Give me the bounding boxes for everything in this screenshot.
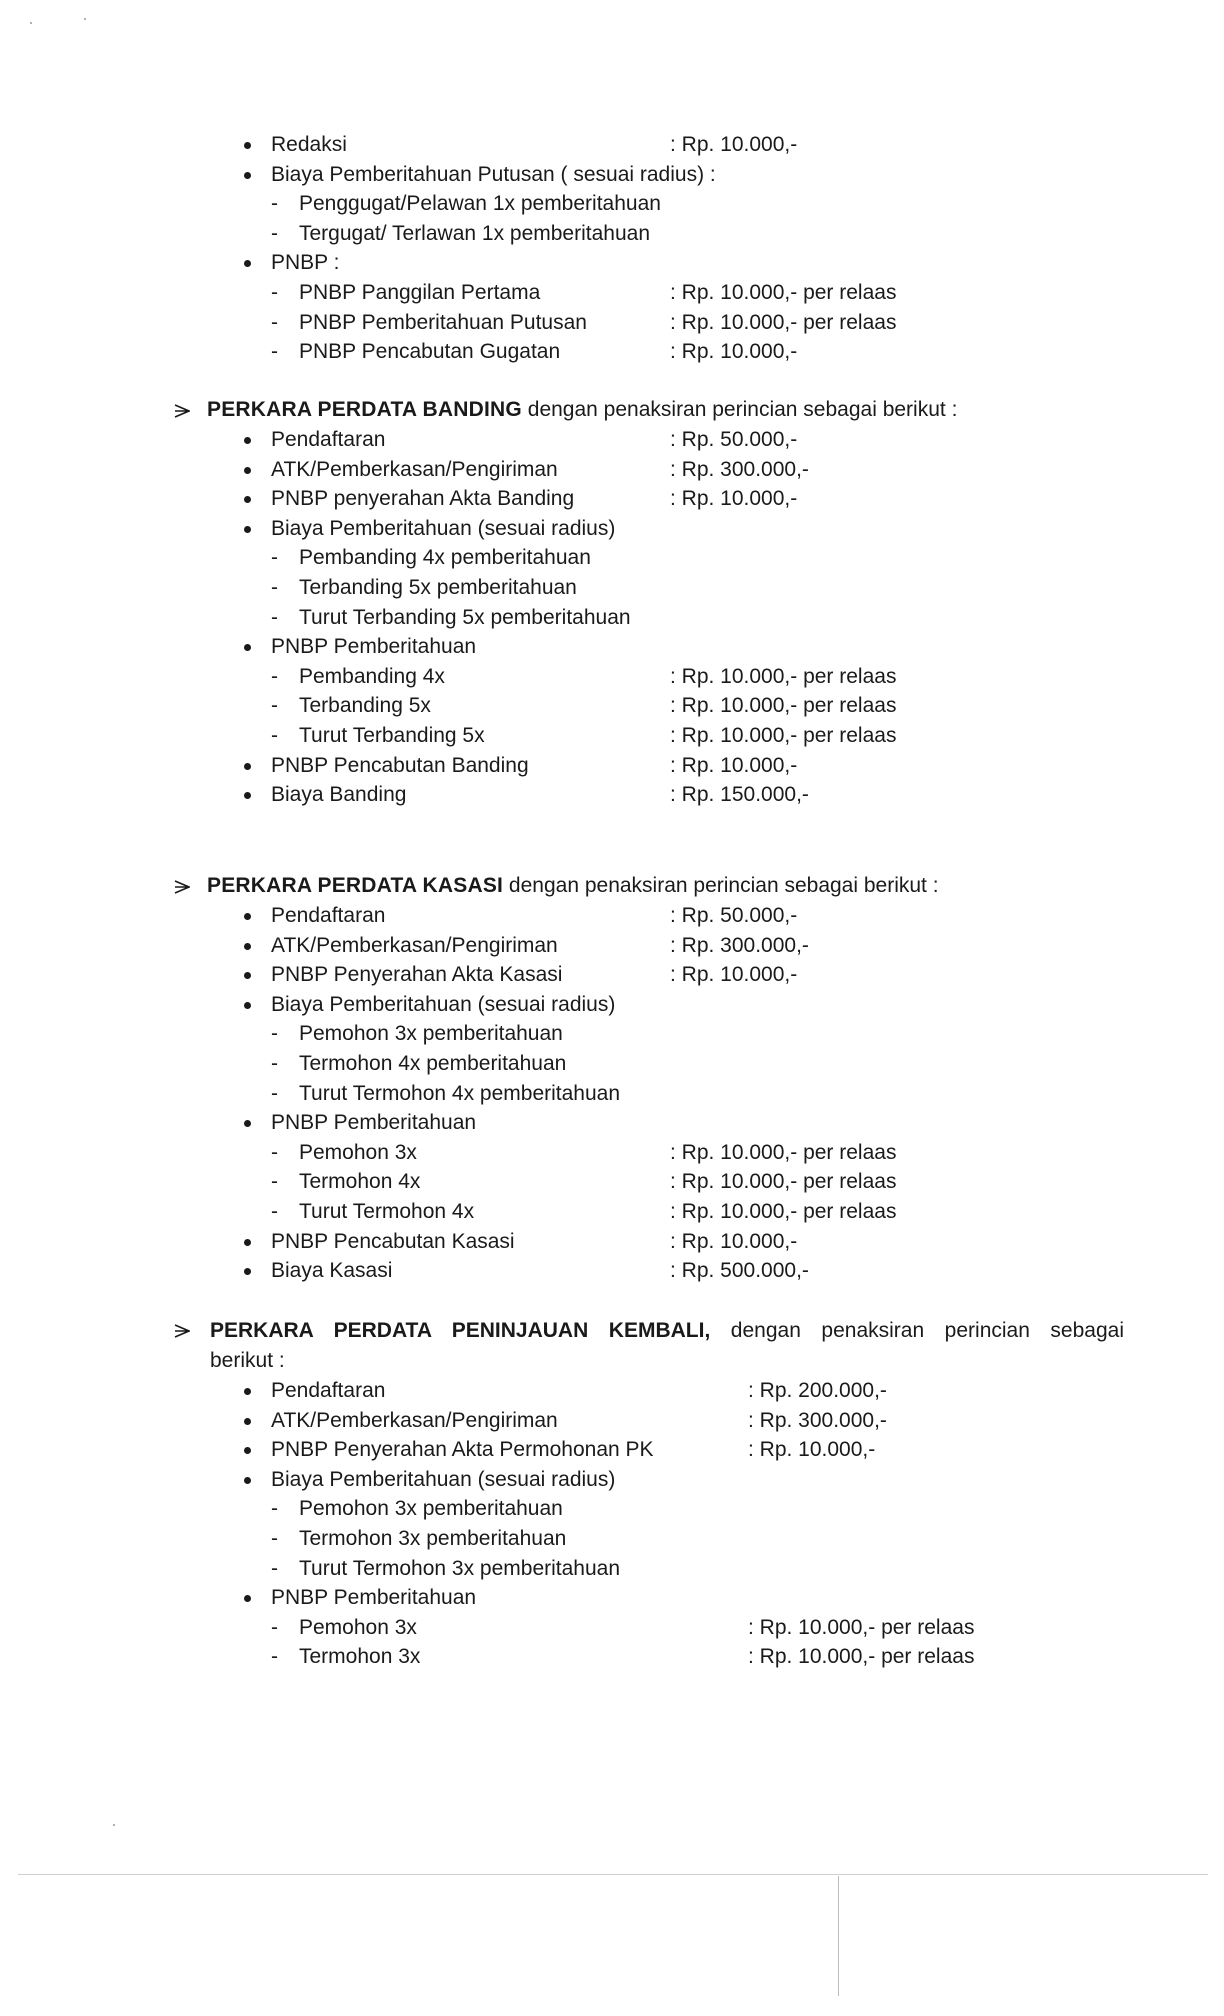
bullet-dot-icon xyxy=(244,526,251,533)
item-label: Biaya Pemberitahuan (sesuai radius) xyxy=(271,516,616,540)
item-amount: : Rp. 10.000,- xyxy=(670,487,798,511)
dash-marker: - xyxy=(271,1200,278,1223)
item-amount: : Rp. 10.000,- per relaas xyxy=(670,1170,897,1194)
title-bold: PERKARA PERDATA PENINJAUAN KEMBALI, xyxy=(210,1319,711,1342)
scan-speck xyxy=(84,18,86,20)
dash-marker: - xyxy=(271,192,278,216)
section-title xyxy=(207,395,957,425)
bullet-dot-icon xyxy=(244,260,251,267)
bullet-dot-icon xyxy=(244,1595,251,1602)
footer-rule xyxy=(18,1874,1208,1875)
item-label: Biaya Kasasi xyxy=(271,1259,393,1283)
dash-marker: - xyxy=(271,546,278,570)
item-label: Pemohon 3x xyxy=(299,1615,417,1639)
item-label: Pembanding 4x xyxy=(299,664,445,688)
item-label: Pemohon 3x xyxy=(299,1140,417,1164)
bullet-dot-icon xyxy=(244,1447,251,1454)
item-label: Turut Terbanding 5x xyxy=(299,724,485,747)
scan-speck xyxy=(113,1824,115,1826)
item-amount: : Rp. 10.000,- xyxy=(670,1229,798,1253)
bullet-dot-icon xyxy=(244,1477,251,1484)
item-label: PNBP Penyerahan Akta Kasasi xyxy=(271,963,563,987)
item-amount: : Rp. 10.000,- per relaas xyxy=(670,281,897,304)
item-label: PNBP Pemberitahuan Putusan xyxy=(299,310,587,334)
item-label: ATK/Pemberkasan/Pengiriman xyxy=(271,933,558,957)
item-label: Pemohon 3x pemberitahuan xyxy=(299,1497,563,1521)
item-label: PNBP Pencabutan Gugatan xyxy=(299,340,561,364)
item-label: Turut Termohon 4x pemberitahuan xyxy=(299,1081,621,1105)
scan-speck xyxy=(30,22,32,24)
dash-marker: - xyxy=(271,694,278,718)
dash-marker: - xyxy=(271,1497,278,1521)
item-label: Termohon 4x xyxy=(299,1170,421,1194)
item-amount: : Rp. 10.000,- xyxy=(670,340,798,364)
dash-marker: - xyxy=(271,340,278,364)
item-label: Pembanding 4x pemberitahuan xyxy=(299,546,591,570)
title-bold: PERKARA PERDATA KASASI xyxy=(207,874,504,897)
dash-marker: - xyxy=(271,1022,278,1046)
item-amount: : Rp. 50.000,- xyxy=(670,428,798,451)
item-label: Tergugat/ Terlawan 1x pemberitahuan xyxy=(299,221,651,245)
bullet-dot-icon xyxy=(244,1239,251,1246)
section-title xyxy=(207,871,939,901)
bullet-dot-icon xyxy=(244,972,251,979)
item-label: Terbanding 5x pemberitahuan xyxy=(299,576,577,599)
dash-marker: - xyxy=(271,1615,278,1639)
dash-marker: - xyxy=(271,605,278,629)
item-label: Termohon 3x pemberitahuan xyxy=(299,1527,567,1550)
item-label: Turut Termohon 4x xyxy=(299,1200,475,1223)
item-label: Termohon 3x xyxy=(299,1645,421,1669)
bullet-dot-icon xyxy=(244,1268,251,1275)
item-amount: : Rp. 10.000,- per relaas xyxy=(748,1615,975,1639)
dash-marker: - xyxy=(271,310,278,334)
item-label: Terbanding 5x xyxy=(299,694,431,718)
bullet-dot-icon xyxy=(244,763,251,770)
dash-marker: - xyxy=(271,1556,278,1580)
bullet-dot-icon xyxy=(244,1418,251,1425)
item-amount: : Rp. 300.000,- xyxy=(670,933,809,957)
dash-marker: - xyxy=(271,724,278,747)
item-label: PNBP Panggilan Pertama xyxy=(299,281,541,304)
item-amount: : Rp. 10.000,- per relaas xyxy=(670,310,897,334)
bullet-dot-icon xyxy=(244,172,251,179)
bullet-dot-icon xyxy=(244,792,251,799)
dash-marker: - xyxy=(271,576,278,599)
item-label: Penggugat/Pelawan 1x pemberitahuan xyxy=(299,192,661,216)
item-amount: : Rp. 10.000,- xyxy=(748,1438,876,1462)
item-label: Biaya Pemberitahuan (sesuai radius) xyxy=(271,992,616,1016)
dash-marker: - xyxy=(271,1052,278,1075)
bullet-dot-icon xyxy=(244,913,251,920)
bullet-dot-icon xyxy=(244,467,251,474)
item-amount: : Rp. 10.000,- per relaas xyxy=(748,1645,975,1669)
item-amount: : Rp. 10.000,- per relaas xyxy=(670,664,897,688)
bullet-dot-icon xyxy=(244,1120,251,1127)
item-amount: : Rp. 150.000,- xyxy=(670,783,809,807)
dash-marker: - xyxy=(271,1140,278,1164)
item-amount: : Rp. 10.000,- xyxy=(670,963,798,987)
title-bold: PERKARA PERDATA BANDING xyxy=(207,398,522,421)
item-amount: : Rp. 10.000,- per relaas xyxy=(670,694,897,718)
item-label: Pendaftaran xyxy=(271,428,386,451)
dash-marker: - xyxy=(271,664,278,688)
title-rest: dengan penaksiran perincian sebagai berikut : xyxy=(503,874,939,897)
item-label: PNBP Pencabutan Kasasi xyxy=(271,1229,515,1253)
item-amount: : Rp. 10.000,- per relaas xyxy=(670,724,897,747)
item-label: PNBP Pemberitahuan xyxy=(271,1586,477,1610)
item-amount: : Rp. 500.000,- xyxy=(670,1259,809,1283)
item-amount: : Rp. 10.000,- per relaas xyxy=(670,1200,897,1223)
section-title xyxy=(210,1316,1124,1346)
item-label: PNBP penyerahan Akta Banding xyxy=(271,487,575,511)
item-label: Biaya Pemberitahuan (sesuai radius) xyxy=(271,1467,616,1491)
title-rest: dengan penaksiran perincian sebagai berikut : xyxy=(521,398,958,421)
section-title-continuation: berikut : xyxy=(210,1349,285,1372)
item-label: Redaksi xyxy=(271,133,347,156)
bullet-dot-icon xyxy=(244,644,251,651)
item-label: Turut Terbanding 5x pemberitahuan xyxy=(299,605,631,629)
bullet-dot-icon xyxy=(244,1388,251,1395)
item-label: ATK/Pemberkasan/Pengiriman xyxy=(271,1408,558,1432)
item-amount: : Rp. 10.000,- xyxy=(670,753,798,777)
bullet-dot-icon xyxy=(244,1002,251,1009)
item-label: PNBP Pencabutan Banding xyxy=(271,753,529,777)
item-label: Pemohon 3x pemberitahuan xyxy=(299,1022,563,1046)
item-amount: : Rp. 10.000,- xyxy=(670,133,798,156)
arrow-bullet-icon xyxy=(174,1324,190,1338)
item-amount: : Rp. 10.000,- per relaas xyxy=(670,1140,897,1164)
item-label: Biaya Pemberitahuan Putusan ( sesuai radius) : xyxy=(271,162,716,186)
item-label: ATK/Pemberkasan/Pengiriman xyxy=(271,457,558,481)
item-label: PNBP Pemberitahuan xyxy=(271,635,477,659)
item-amount: : Rp. 200.000,- xyxy=(748,1379,887,1402)
dash-marker: - xyxy=(271,1527,278,1550)
footer-divider xyxy=(838,1876,839,1996)
dash-marker: - xyxy=(271,1645,278,1669)
arrow-bullet-icon xyxy=(174,404,190,418)
item-label: Turut Termohon 3x pemberitahuan xyxy=(299,1556,621,1580)
item-label: Termohon 4x pemberitahuan xyxy=(299,1052,567,1075)
item-label: Pendaftaran xyxy=(271,1379,386,1402)
item-amount: : Rp. 300.000,- xyxy=(748,1408,887,1432)
bullet-dot-icon xyxy=(244,142,251,149)
bullet-dot-icon xyxy=(244,943,251,950)
dash-marker: - xyxy=(271,281,278,304)
item-label: PNBP Penyerahan Akta Permohonan PK xyxy=(271,1438,654,1462)
item-amount: : Rp. 300.000,- xyxy=(670,457,809,481)
item-label: PNBP Pemberitahuan xyxy=(271,1111,477,1135)
item-label: Pendaftaran xyxy=(271,904,386,927)
bullet-dot-icon xyxy=(244,437,251,444)
bullet-dot-icon xyxy=(244,496,251,503)
arrow-bullet-icon xyxy=(174,880,190,894)
item-amount: : Rp. 50.000,- xyxy=(670,904,798,927)
item-label: Biaya Banding xyxy=(271,783,407,807)
title-rest: dengan penaksiran perincian sebagai xyxy=(710,1319,1124,1342)
dash-marker: - xyxy=(271,221,278,245)
dash-marker: - xyxy=(271,1170,278,1194)
dash-marker: - xyxy=(271,1081,278,1105)
item-label: PNBP : xyxy=(271,251,340,275)
